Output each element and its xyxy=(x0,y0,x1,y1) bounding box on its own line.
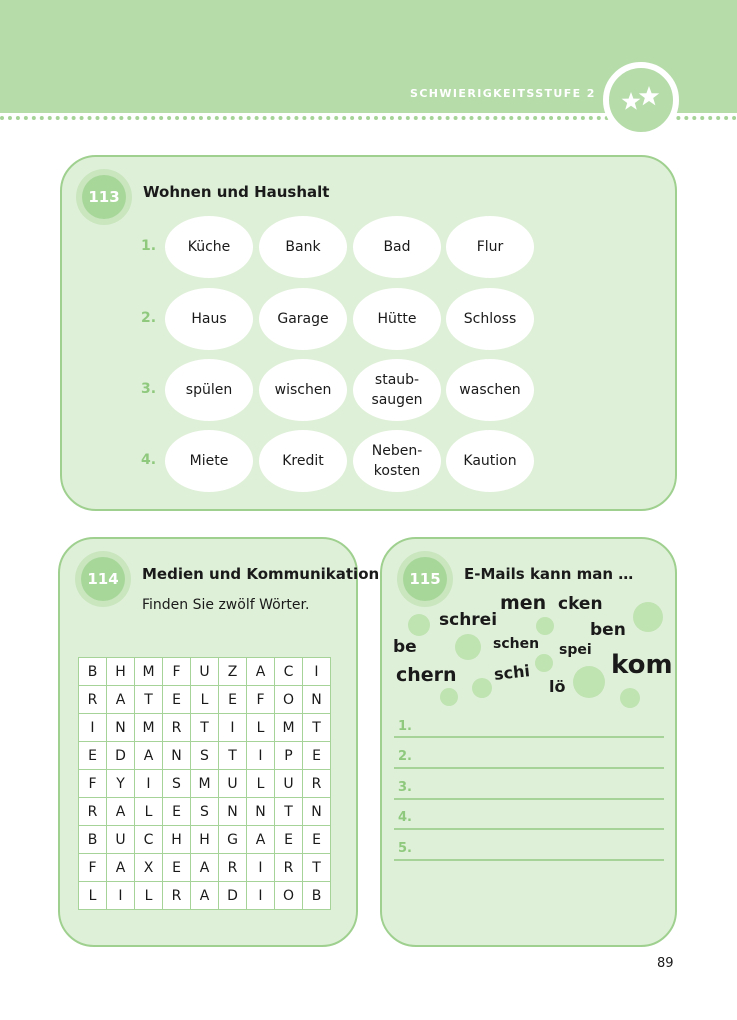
grid-cell[interactable]: F xyxy=(247,686,275,714)
exercise-number-badge: 114 xyxy=(81,557,125,601)
grid-cell[interactable]: I xyxy=(247,882,275,910)
word-label: staub- saugen xyxy=(371,372,423,408)
grid-cell[interactable]: S xyxy=(163,770,191,798)
grid-cell[interactable]: E xyxy=(163,686,191,714)
word-label: spülen xyxy=(185,382,233,398)
grid-cell[interactable]: R xyxy=(303,770,331,798)
grid-cell[interactable]: T xyxy=(135,686,163,714)
grid-cell[interactable]: P xyxy=(275,742,303,770)
grid-cell[interactable]: R xyxy=(79,686,107,714)
decorative-bubble xyxy=(620,688,640,708)
grid-cell[interactable]: Z xyxy=(219,658,247,686)
grid-cell[interactable]: T xyxy=(275,798,303,826)
grid-row xyxy=(79,854,331,882)
grid-cell[interactable]: E xyxy=(275,826,303,854)
grid-row xyxy=(79,882,331,910)
decorative-bubble xyxy=(440,688,458,706)
answer-line-number: 5. xyxy=(398,841,412,856)
decorative-bubble xyxy=(408,614,430,636)
syllable: schen xyxy=(493,636,540,652)
word-label: Bank xyxy=(285,239,321,255)
syllable: chern xyxy=(396,664,457,686)
decorative-bubble xyxy=(472,678,492,698)
grid-cell[interactable]: L xyxy=(191,686,219,714)
syllable: men xyxy=(500,592,547,614)
grid-cell[interactable]: B xyxy=(79,826,107,854)
grid-cell[interactable]: N xyxy=(303,686,331,714)
grid-cell[interactable]: E xyxy=(79,742,107,770)
grid-row xyxy=(79,798,331,826)
word-oval[interactable] xyxy=(353,216,441,278)
decorative-bubble xyxy=(535,654,553,672)
word-oval[interactable] xyxy=(259,359,347,421)
grid-cell[interactable]: L xyxy=(247,714,275,742)
word-oval[interactable] xyxy=(259,288,347,350)
grid-cell[interactable]: L xyxy=(247,770,275,798)
exercise-title: Wohnen und Haushalt xyxy=(143,183,330,201)
grid-cell[interactable]: H xyxy=(107,658,135,686)
grid-cell[interactable]: N xyxy=(163,742,191,770)
grid-cell[interactable]: O xyxy=(275,882,303,910)
grid-cell[interactable]: U xyxy=(219,770,247,798)
grid-cell[interactable]: G xyxy=(219,826,247,854)
grid-cell[interactable]: I xyxy=(247,742,275,770)
exercise-number-badge: 113 xyxy=(82,175,126,219)
grid-cell[interactable]: A xyxy=(191,882,219,910)
word-label: waschen xyxy=(459,382,521,398)
word-oval[interactable] xyxy=(446,430,534,492)
grid-cell[interactable]: R xyxy=(275,854,303,882)
decorative-bubble xyxy=(573,666,605,698)
answer-line[interactable] xyxy=(394,767,664,769)
grid-row xyxy=(79,770,331,798)
grid-cell[interactable]: M xyxy=(191,770,219,798)
grid-row xyxy=(79,742,331,770)
row-number: 2. xyxy=(141,310,157,326)
grid-cell[interactable]: H xyxy=(191,826,219,854)
syllable: schrei xyxy=(439,610,498,630)
grid-row xyxy=(79,826,331,854)
word-oval[interactable] xyxy=(446,216,534,278)
difficulty-level-label: SCHWIERIGKEITSSTUFE 2 xyxy=(410,87,596,100)
grid-cell[interactable]: N xyxy=(219,798,247,826)
word-oval[interactable] xyxy=(165,430,253,492)
word-oval[interactable] xyxy=(446,288,534,350)
page-number: 89 xyxy=(657,956,674,971)
grid-cell[interactable]: E xyxy=(163,854,191,882)
grid-cell[interactable]: I xyxy=(303,658,331,686)
grid-cell[interactable]: T xyxy=(191,714,219,742)
word-label: Bad xyxy=(383,239,411,255)
word-oval[interactable] xyxy=(353,359,441,421)
grid-cell[interactable]: A xyxy=(107,854,135,882)
grid-cell[interactable]: H xyxy=(163,826,191,854)
grid-cell[interactable]: O xyxy=(275,686,303,714)
grid-cell[interactable]: N xyxy=(303,798,331,826)
answer-line[interactable] xyxy=(394,736,664,738)
grid-cell[interactable]: R xyxy=(219,854,247,882)
grid-cell[interactable]: A xyxy=(247,658,275,686)
syllable: schi xyxy=(493,661,531,684)
grid-cell[interactable]: A xyxy=(191,854,219,882)
word-oval[interactable] xyxy=(165,216,253,278)
syllable: lö xyxy=(549,677,566,696)
grid-cell[interactable]: I xyxy=(107,882,135,910)
word-oval[interactable] xyxy=(353,288,441,350)
grid-cell[interactable]: L xyxy=(135,798,163,826)
grid-cell[interactable]: B xyxy=(79,658,107,686)
decorative-bubble xyxy=(455,634,481,660)
word-label: Schloss xyxy=(463,311,517,327)
grid-cell[interactable]: U xyxy=(107,826,135,854)
grid-cell[interactable]: C xyxy=(275,658,303,686)
word-label: Neben- kosten xyxy=(371,443,423,479)
grid-cell[interactable]: T xyxy=(303,714,331,742)
grid-cell[interactable]: S xyxy=(191,742,219,770)
grid-cell[interactable]: I xyxy=(135,770,163,798)
grid-row xyxy=(79,714,331,742)
row-number: 4. xyxy=(141,452,157,468)
grid-cell[interactable]: Y xyxy=(107,770,135,798)
word-label: Kredit xyxy=(282,453,324,469)
answer-line-number: 4. xyxy=(398,810,412,825)
grid-row xyxy=(79,658,331,686)
decorative-bubble xyxy=(536,617,554,635)
grid-cell[interactable]: C xyxy=(135,826,163,854)
answer-line-number: 2. xyxy=(398,749,412,764)
grid-cell[interactable]: N xyxy=(107,714,135,742)
grid-cell[interactable]: E xyxy=(219,686,247,714)
word-search-grid xyxy=(78,657,331,910)
word-oval[interactable] xyxy=(165,359,253,421)
grid-cell[interactable]: A xyxy=(135,742,163,770)
grid-cell[interactable]: E xyxy=(163,798,191,826)
grid-cell[interactable]: D xyxy=(219,882,247,910)
grid-cell[interactable]: U xyxy=(275,770,303,798)
grid-cell[interactable]: T xyxy=(303,854,331,882)
answer-line[interactable] xyxy=(394,798,664,800)
word-label: Haus xyxy=(191,311,227,327)
exercise-instruction: Finden Sie zwölf Wörter. xyxy=(142,597,310,613)
syllable: cken xyxy=(558,594,603,614)
grid-cell[interactable]: N xyxy=(247,798,275,826)
grid-cell[interactable]: M xyxy=(135,714,163,742)
syllable: be xyxy=(393,637,417,657)
exercise-title: Medien und Kommunikation xyxy=(142,565,380,583)
decorative-bubble xyxy=(633,602,663,632)
exercise-title: E-Mails kann man … xyxy=(464,565,634,583)
grid-cell[interactable]: F xyxy=(79,854,107,882)
word-label: Garage xyxy=(277,311,329,327)
word-oval[interactable] xyxy=(165,288,253,350)
grid-cell[interactable]: E xyxy=(303,742,331,770)
grid-cell[interactable]: L xyxy=(79,882,107,910)
grid-cell[interactable]: R xyxy=(163,714,191,742)
grid-cell[interactable]: I xyxy=(79,714,107,742)
grid-cell[interactable]: M xyxy=(135,658,163,686)
grid-cell[interactable]: I xyxy=(219,714,247,742)
syllable: kom xyxy=(611,650,673,680)
word-label: Miete xyxy=(189,453,229,469)
two-stars-icon xyxy=(603,62,679,138)
answer-line[interactable] xyxy=(394,828,664,830)
grid-cell[interactable]: R xyxy=(79,798,107,826)
grid-cell[interactable]: L xyxy=(135,882,163,910)
grid-cell[interactable]: A xyxy=(107,686,135,714)
grid-cell[interactable]: U xyxy=(191,658,219,686)
word-label: Flur xyxy=(476,239,504,255)
grid-cell[interactable]: E xyxy=(303,826,331,854)
syllable: ben xyxy=(590,620,626,640)
word-label: wischen xyxy=(274,382,332,398)
grid-cell[interactable]: M xyxy=(275,714,303,742)
grid-cell[interactable]: S xyxy=(191,798,219,826)
answer-line-number: 3. xyxy=(398,780,412,795)
answer-line-number: 1. xyxy=(398,719,412,734)
word-oval[interactable] xyxy=(259,430,347,492)
grid-cell[interactable]: F xyxy=(163,658,191,686)
row-number: 1. xyxy=(141,238,157,254)
grid-cell[interactable]: D xyxy=(107,742,135,770)
grid-row xyxy=(79,686,331,714)
word-oval[interactable] xyxy=(446,359,534,421)
grid-cell[interactable]: B xyxy=(303,882,331,910)
answer-line[interactable] xyxy=(394,859,664,861)
word-label: Kaution xyxy=(463,453,517,469)
grid-cell[interactable]: T xyxy=(219,742,247,770)
exercise-number-badge: 115 xyxy=(403,557,447,601)
word-label: Küche xyxy=(187,239,231,255)
syllable: spei xyxy=(559,642,592,658)
row-number: 3. xyxy=(141,381,157,397)
word-oval[interactable] xyxy=(259,216,347,278)
grid-cell[interactable]: A xyxy=(107,798,135,826)
word-oval[interactable] xyxy=(353,430,441,492)
grid-cell[interactable]: I xyxy=(247,854,275,882)
grid-cell[interactable]: R xyxy=(163,882,191,910)
grid-cell[interactable]: A xyxy=(247,826,275,854)
grid-cell[interactable]: F xyxy=(79,770,107,798)
word-label: Hütte xyxy=(377,311,417,327)
grid-cell[interactable]: X xyxy=(135,854,163,882)
